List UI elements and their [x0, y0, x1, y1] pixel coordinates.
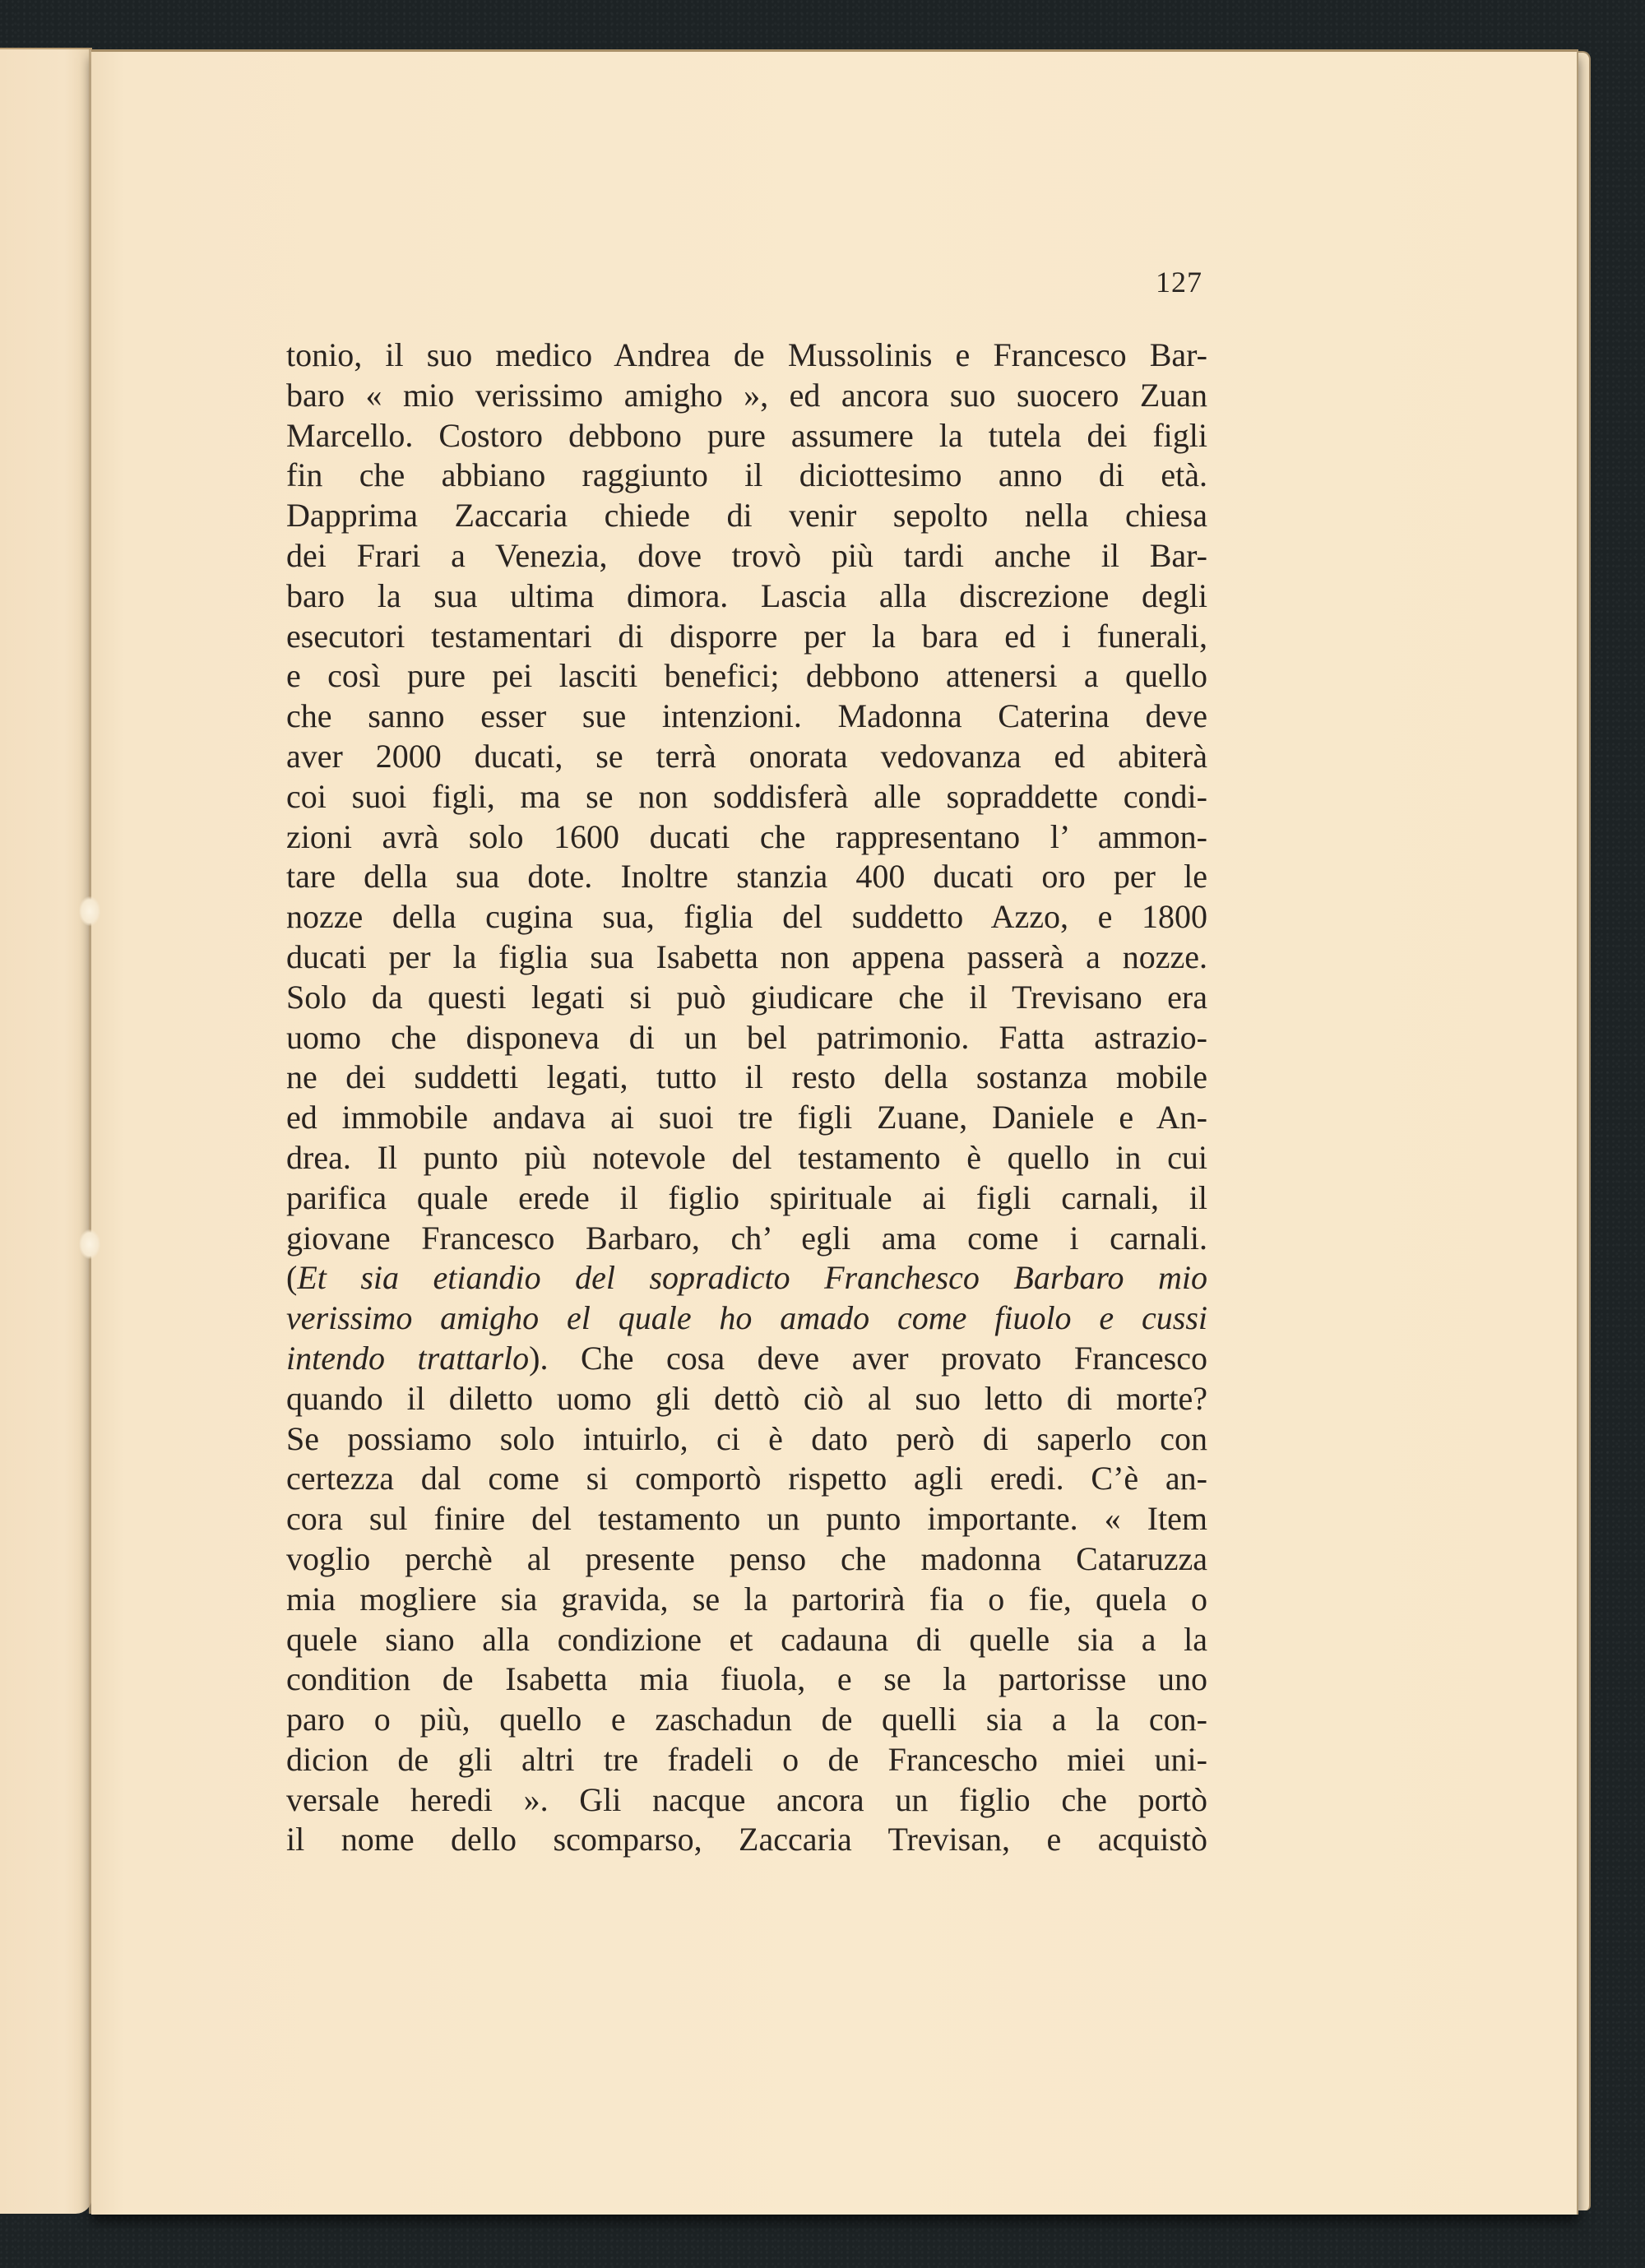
- text-segment: cora sul finire del testamento un punto importante. « Item: [286, 1500, 1207, 1538]
- text-segment: paro o più, quello e zaschadun de quelli sia a la con-: [286, 1701, 1207, 1738]
- gutter-fold: [89, 49, 91, 2214]
- text-line: [286, 737, 1207, 777]
- text-segment: condition de Isabetta mia fiuola, e se la partorisse uno: [286, 1660, 1207, 1698]
- text-segment: drea. Il punto più notevole del testamento è quello in cui: [286, 1138, 1207, 1176]
- text-segment: ducati per la figlia sua Isabetta non appena passerà a nozze.: [286, 937, 1207, 975]
- text-segment: quele siano alla condizione et cadauna di quelle sia a la: [286, 1620, 1207, 1658]
- text-line: [286, 1780, 1207, 1821]
- text-line: [286, 978, 1207, 1018]
- page-number: 127: [1156, 266, 1202, 299]
- text-line: [286, 1659, 1207, 1700]
- body-text: [286, 336, 1207, 1860]
- text-line: [286, 1740, 1207, 1780]
- text-segment: e così pure pei lasciti benefici; debbono attenersi a quello: [286, 657, 1207, 695]
- text-line: [286, 937, 1207, 978]
- text-segment: il nome dello scomparso, Zaccaria Trevisan, e acquistò: [286, 1821, 1207, 1858]
- text-segment: tare della sua dote. Inoltre stanzia 400 ducati oro per le: [286, 858, 1207, 896]
- text-line: [286, 1298, 1207, 1339]
- text-segment: tonio, il suo medico Andrea de Mussolinis e Francesco Bar-: [286, 336, 1207, 373]
- text-segment: (: [286, 1259, 298, 1297]
- text-segment: Se possiamo solo intuirlo, ci è dato però di saperlo con: [286, 1419, 1207, 1457]
- left-page-edge: [0, 48, 92, 2214]
- text-line: [286, 697, 1207, 737]
- text-line: [286, 1539, 1207, 1580]
- text-line: [286, 576, 1207, 617]
- text-line: [286, 1419, 1207, 1460]
- text-line: [286, 1459, 1207, 1499]
- text-segment: ). Che cosa deve aver provato Francesco: [529, 1339, 1208, 1377]
- text-segment: Solo da questi legati si può giudicare che il Trevisano era: [286, 978, 1207, 1016]
- text-line: [286, 496, 1207, 536]
- text-segment: mia mogliere sia gravida, se la partorirà fia o fie, quela o: [286, 1580, 1207, 1618]
- text-segment: Marcello. Costoro debbono pure assumere la tutela dei figli: [286, 416, 1207, 454]
- text-segment: dicion de gli altri tre fradeli o de Francescho miei uni-: [286, 1740, 1207, 1778]
- text-line: [286, 857, 1207, 897]
- text-segment: parifica quale erede il figlio spirituale ai figli carnali, il: [286, 1178, 1207, 1216]
- text-segment: ed immobile andava ai suoi tre figli Zuane, Daniele e An-: [286, 1099, 1207, 1136]
- text-line: [286, 1580, 1207, 1620]
- text-segment: esecutori testamentari di disporre per la bara ed i funerali,: [286, 617, 1207, 655]
- text-line: [286, 536, 1207, 576]
- text-line: [286, 1499, 1207, 1539]
- italic-quote-segment: Et sia etiandio del sopradicto Franchesco Barbaro mio: [297, 1259, 1207, 1297]
- text-segment: aver 2000 ducati, se terrà onorata vedovanza ed abiterà: [286, 737, 1207, 775]
- text-line: [286, 1058, 1207, 1098]
- text-line: [286, 376, 1207, 416]
- text-segment: baro « mio verissimo amigho », ed ancora suo suocero Zuan: [286, 376, 1207, 414]
- text-segment: dei Frari a Venezia, dove trovò più tardi anche il Bar-: [286, 536, 1207, 574]
- text-line: [286, 1258, 1207, 1298]
- text-line: [286, 617, 1207, 657]
- text-line: [286, 1138, 1207, 1178]
- text-line: [286, 1219, 1207, 1259]
- text-segment: coi suoi figli, ma se non soddisferà alle sopraddette condi-: [286, 777, 1207, 815]
- text-line: [286, 1018, 1207, 1058]
- text-segment: quando il diletto uomo gli dettò ciò al suo letto di morte?: [286, 1379, 1207, 1417]
- text-segment: baro la sua ultima dimora. Lascia alla discrezione degli: [286, 576, 1207, 614]
- text-line: [286, 817, 1207, 858]
- text-line: [286, 416, 1207, 456]
- text-segment: versale heredi ». Gli nacque ancora un figlio che portò: [286, 1780, 1207, 1818]
- text-segment: fin che abbiano raggiunto il diciottesimo anno di età.: [286, 456, 1207, 494]
- text-segment: uomo che disponeva di un bel patrimonio. Fatta astrazio-: [286, 1018, 1207, 1056]
- text-line: [286, 1379, 1207, 1419]
- text-line: [286, 656, 1207, 697]
- text-segment: Dapprima Zaccaria chiede di venir sepolto nella chiesa: [286, 497, 1207, 535]
- italic-quote-segment: intendo trattarlo: [286, 1339, 530, 1377]
- text-line: [286, 1339, 1207, 1379]
- text-line: [286, 777, 1207, 817]
- text-line: [286, 1178, 1207, 1219]
- text-line: [286, 897, 1207, 937]
- text-line: [286, 1620, 1207, 1660]
- text-line: [286, 456, 1207, 496]
- text-segment: voglio perchè al presente penso che madonna Cataruzza: [286, 1539, 1207, 1577]
- binding-stitch: [79, 896, 100, 926]
- text-segment: nozze della cugina sua, figlia del suddetto Azzo, e 1800: [286, 898, 1207, 936]
- text-segment: certezza dal come si comportò rispetto agli eredi. C’è an-: [286, 1460, 1207, 1497]
- text-segment: zioni avrà solo 1600 ducati che rappresentano l’ ammon-: [286, 817, 1207, 855]
- text-segment: giovane Francesco Barbaro, ch’ egli ama come i carnali.: [286, 1219, 1207, 1257]
- text-line: [286, 336, 1207, 376]
- text-segment: ne dei suddetti legati, tutto il resto della sostanza mobile: [286, 1058, 1207, 1096]
- italic-quote-segment: verissimo amigho el quale ho amado come fiuolo e cussi: [286, 1299, 1207, 1337]
- text-line: [286, 1700, 1207, 1740]
- binding-stitch: [79, 1229, 100, 1259]
- text-segment: che sanno esser sue intenzioni. Madonna Caterina deve: [286, 697, 1207, 735]
- text-line: [286, 1820, 1207, 1860]
- text-line: [286, 1098, 1207, 1138]
